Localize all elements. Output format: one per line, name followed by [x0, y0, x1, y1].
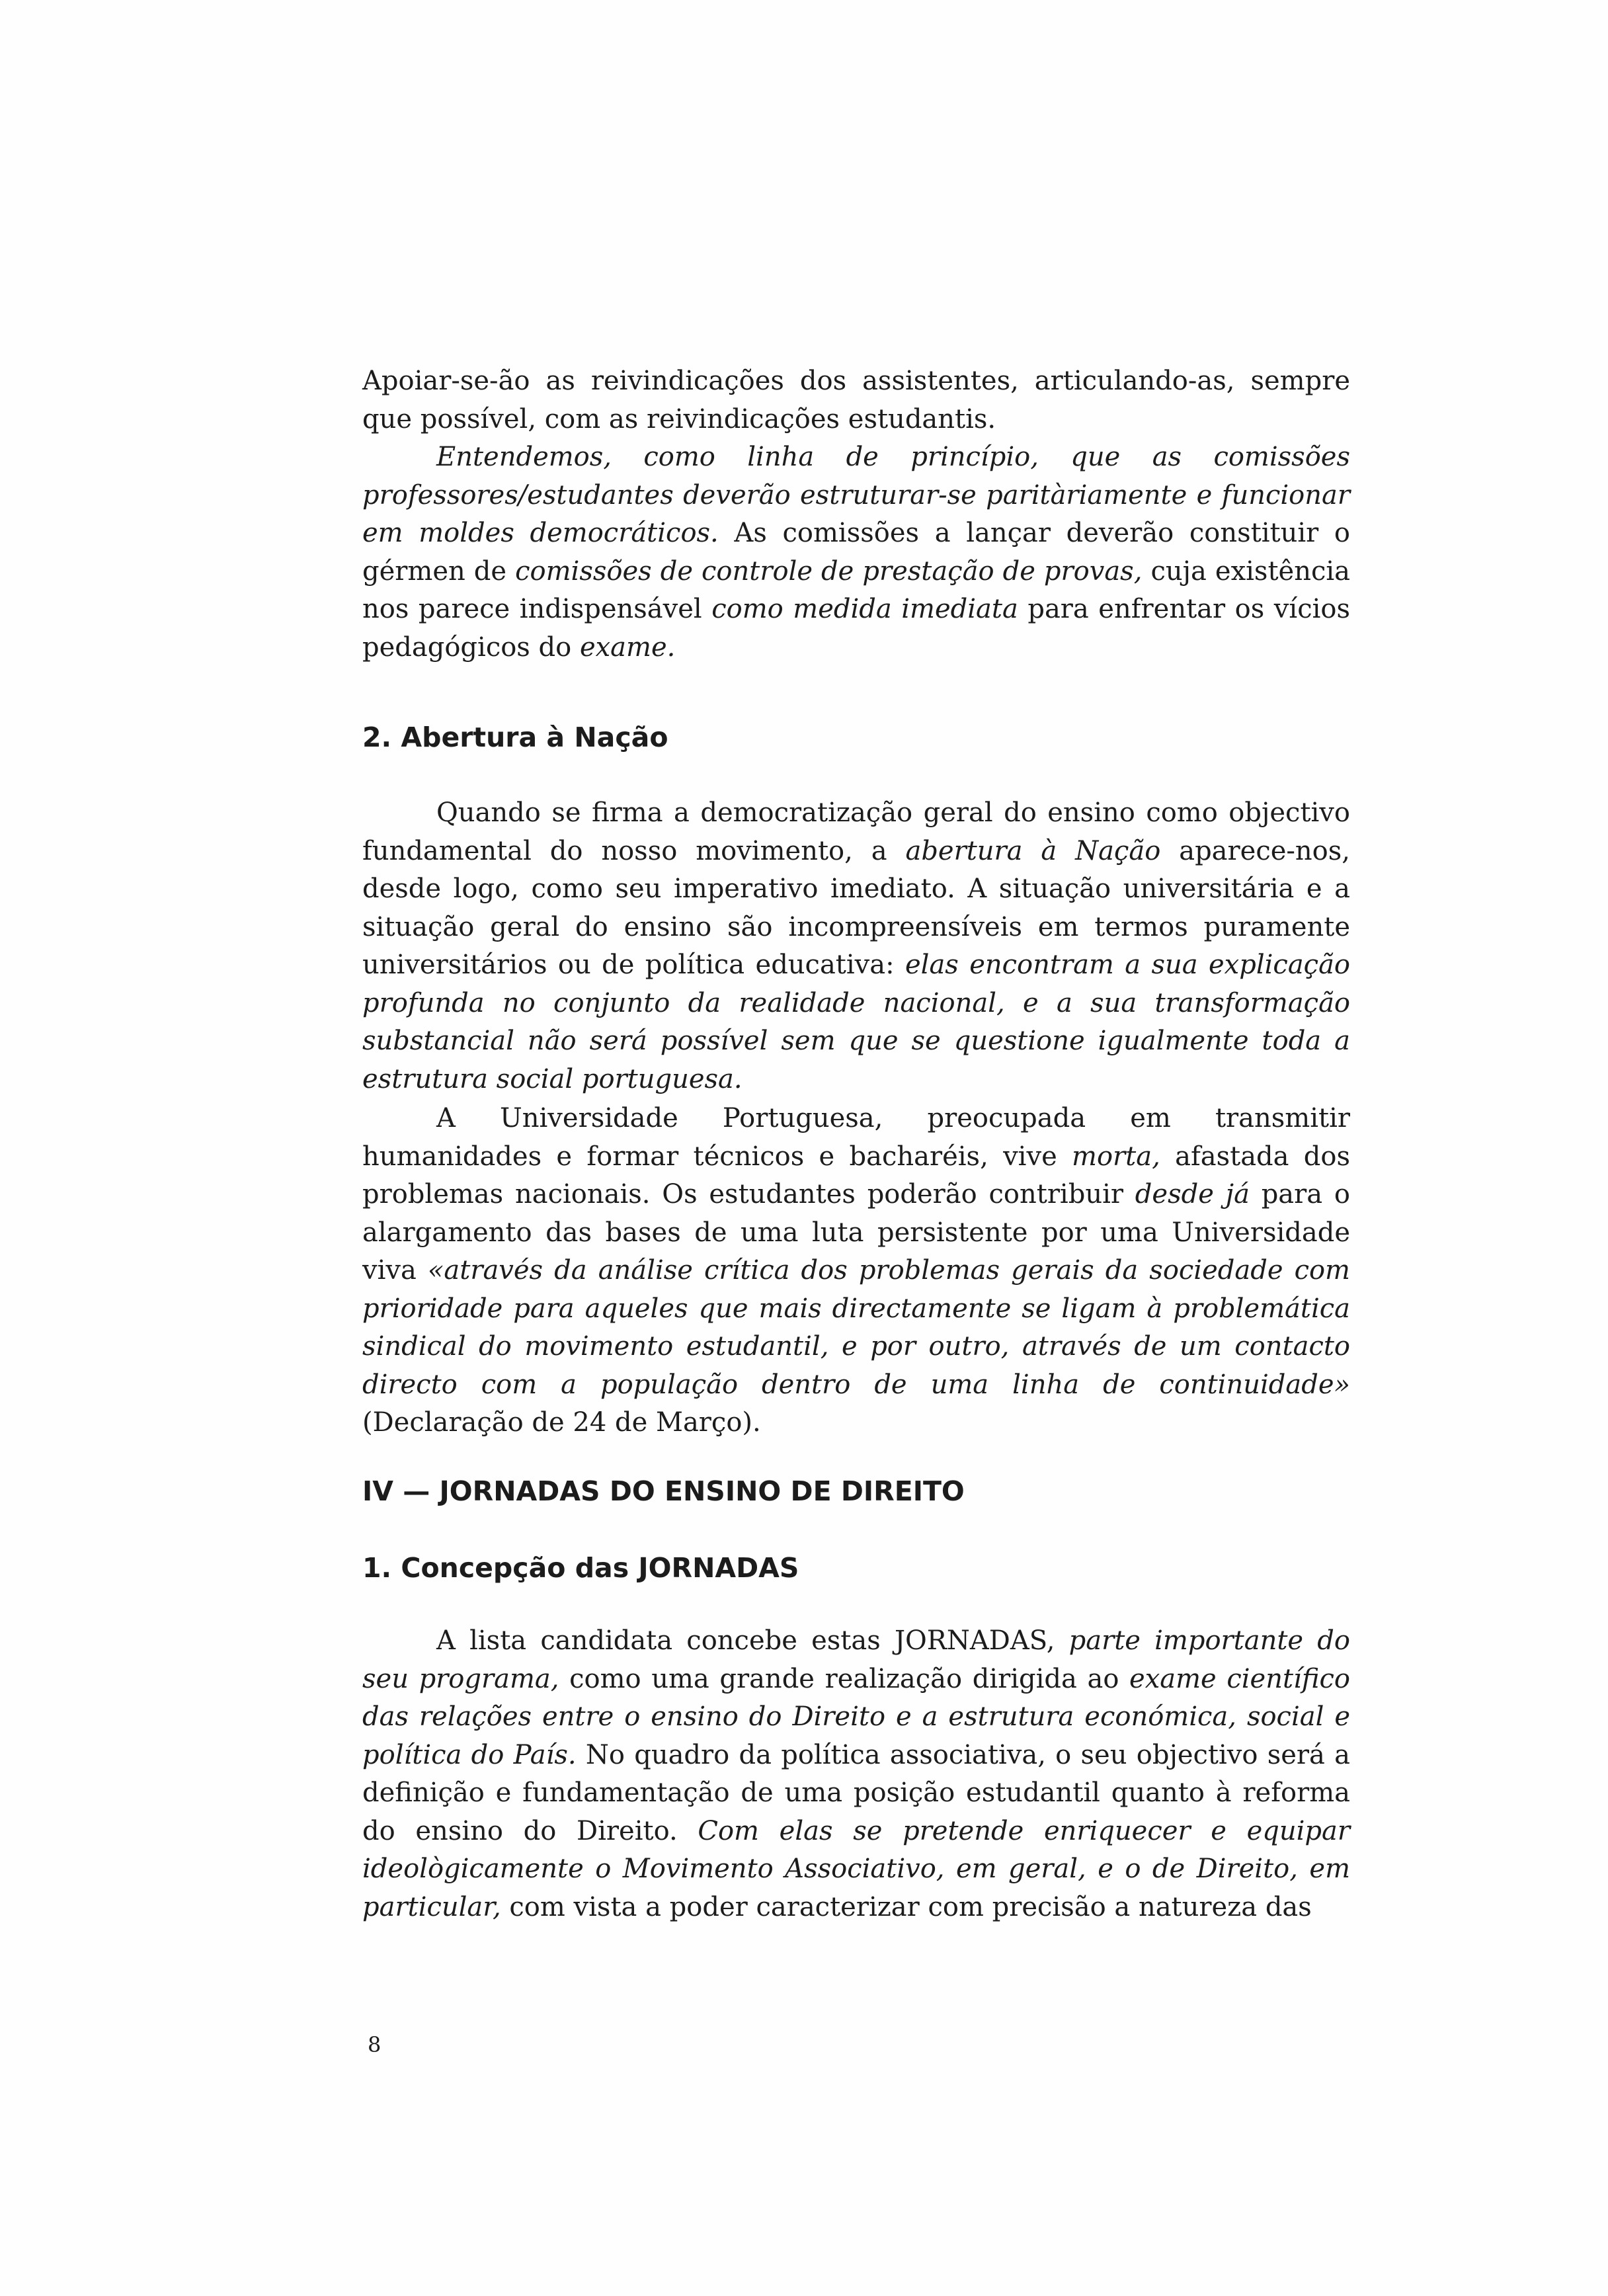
- paragraph-text: A lista candidata concebe estas JORNADAS,: [436, 1625, 1069, 1656]
- paragraph-comissoes: [362, 438, 1350, 667]
- italic-text: elas encontram a sua explicação profunda no conjunto da realidade nacional, e a sua transformação substancial não será possível sem que se questione igualmente toda a estrutura social portuguesa.: [362, 950, 1350, 1094]
- paragraph-text: A Universidade Portuguesa, preocupada em transmitir humanidades e formar técnicos e bacharéis, vive: [362, 1103, 1350, 1172]
- paragraph-text: afastada dos problemas nacionais. Os estudantes poderão contribuir: [362, 1141, 1350, 1210]
- italic-text: Com elas se pretende enriquecer e equipar ideològicamente o Movimento Associativo, em geral, e o de Direito, em particular,: [362, 1815, 1350, 1922]
- italic-text: como medida imediata: [711, 594, 1018, 624]
- part-heading-jornadas: IV — JORNADAS DO ENSINO DE DIREITO: [362, 1475, 965, 1507]
- paragraph-democratizacao: [362, 794, 1350, 1098]
- paragraph-text: para o alargamento das bases de uma luta persistente por uma Universidade viva: [362, 1179, 1350, 1286]
- paragraph-text: No quadro da política associativa, o seu objectivo será a definição e fundamentação de uma posição estudantil quanto à reforma do ensino do Direito.: [362, 1739, 1350, 1846]
- italic-text: desde já: [1135, 1179, 1250, 1210]
- italic-text: comissões de controle de prestação de provas,: [515, 555, 1143, 587]
- page-number: 8: [368, 2032, 382, 2057]
- italic-text: abertura à Nação: [905, 835, 1161, 866]
- paragraph-text: Quando se firma a democratização geral do ensino como objectivo fundamental do nosso movimento, a: [362, 798, 1350, 866]
- paragraph-text: Apoiar-se-ão as reivindicações dos assistentes, articulando-as, sempre que possível, com as reivindicações estudantis.: [362, 366, 1350, 434]
- italic-text: Entendemos, como linha de princípio, que as comissões professores/estudantes deverão estruturar-se paritàriamente e funcionar em moldes democráticos.: [362, 442, 1350, 548]
- italic-text: «através da análise crítica dos problemas gerais da sociedade com prioridade para aqueles que mais directamente se ligam à problemática sindical do movimento estudantil, e por outro, através de um contacto directo com a população dentro de uma linha de continuidade»: [362, 1255, 1350, 1400]
- paragraph-assistentes: [362, 362, 1350, 438]
- paragraph-universidade: [362, 1100, 1350, 1442]
- paragraph-text: As comissões a lançar deverão constituir o gérmen de: [362, 518, 1350, 587]
- section-heading-abertura: 2. Abertura à Nação: [362, 721, 668, 753]
- italic-text: morta,: [1072, 1141, 1160, 1172]
- italic-text: exame científico das relações entre o ensino do Direito e a estrutura económica, social e política do País.: [362, 1663, 1350, 1770]
- paragraph-text: como uma grande realização dirigida ao: [559, 1663, 1130, 1694]
- sub-heading-concepcao: 1. Concepção das JORNADAS: [362, 1552, 799, 1584]
- italic-text: exame.: [579, 632, 676, 663]
- paragraph-text: aparece-nos, desde logo, como seu imperativo imediato. A situação universitária e a situação geral do ensino são incompreensíveis em termos puramente universitários ou de política educativa:: [362, 835, 1350, 980]
- paragraph-lista-candidata: [362, 1622, 1350, 1926]
- paragraph-text: com vista a poder caracterizar com precisão a natureza das: [501, 1891, 1312, 1922]
- paragraph-text: para enfrentar os vícios pedagógicos do: [362, 594, 1351, 663]
- paragraph-text: (Declaração de 24 de Março).: [362, 1407, 761, 1438]
- paragraph-text: cuja existência nos parece indispensável: [362, 555, 1351, 624]
- italic-text: parte importante do seu programa,: [362, 1625, 1350, 1694]
